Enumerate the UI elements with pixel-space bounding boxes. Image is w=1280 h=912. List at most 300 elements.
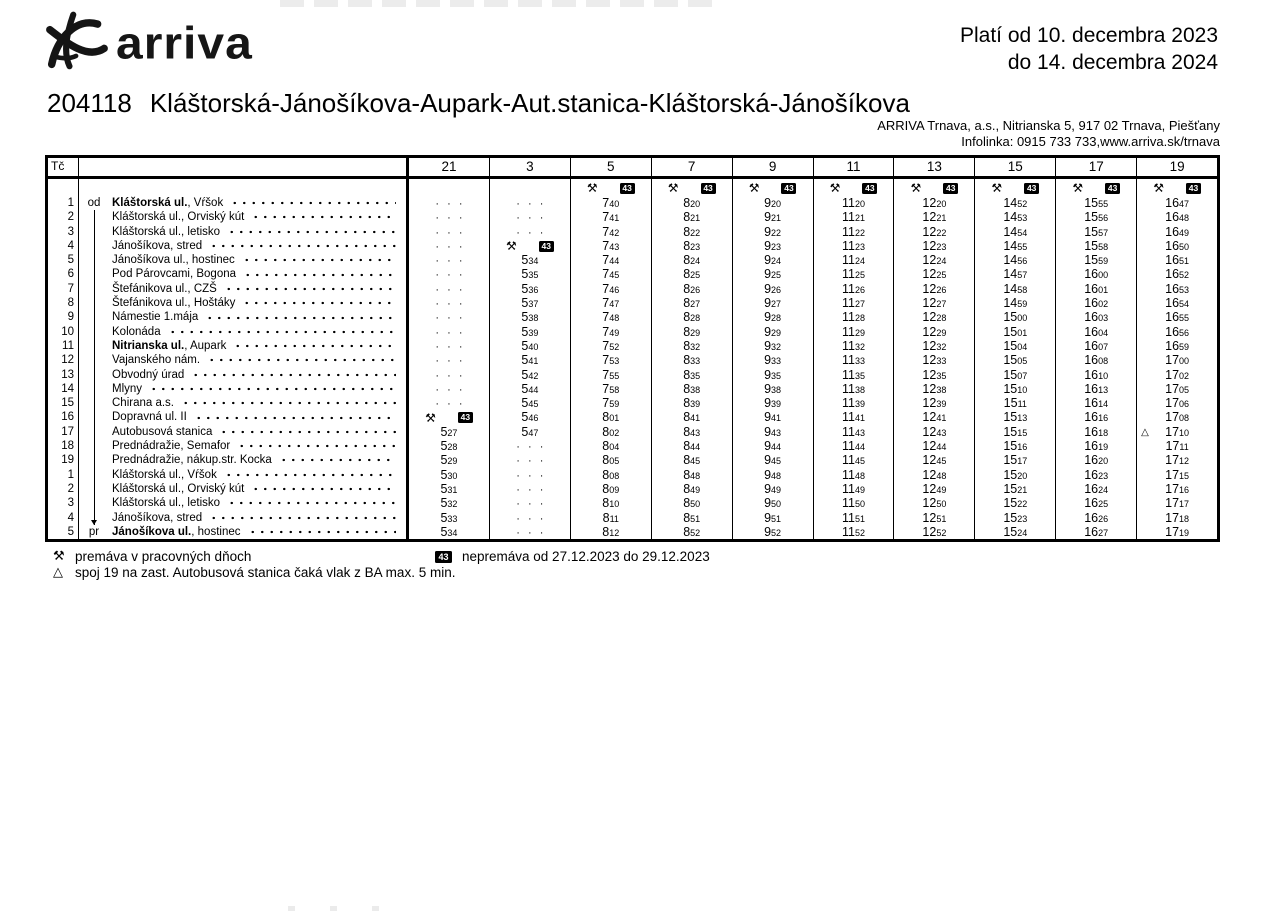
- mark-cell: [79, 239, 109, 253]
- time-cell: 1501: [975, 325, 1056, 339]
- note-43-badge: 43: [943, 183, 958, 194]
- stop-name: [109, 282, 409, 296]
- stop-name-text: Kláštorská ul., letisko: [112, 225, 221, 238]
- dot-leader: [209, 239, 396, 253]
- stop-sequence-number: 1: [48, 468, 79, 482]
- note-43-badge: 43: [701, 183, 716, 194]
- time-cell: [490, 525, 571, 539]
- time-cell: 1239: [894, 396, 975, 410]
- time-cell: 1122: [814, 225, 895, 239]
- time-cell: 935: [733, 368, 814, 382]
- mark-cell: [79, 325, 109, 339]
- time-cell: 1649: [1165, 224, 1190, 239]
- time-cell: 747: [571, 296, 652, 310]
- stop-name: [109, 439, 409, 453]
- no-service-dots: · · ·: [516, 441, 544, 454]
- time-cell: 1132: [814, 339, 895, 353]
- operator-address: [877, 118, 1220, 149]
- stop-name: [109, 425, 409, 439]
- mark-cell: [79, 296, 109, 310]
- mark-cell: [79, 425, 109, 439]
- stop-name: [109, 482, 409, 496]
- time-cell: 1127: [814, 296, 895, 310]
- time-cell: 528: [409, 439, 490, 453]
- route-continuation-line: [94, 325, 95, 339]
- time-cell: [409, 310, 490, 324]
- time-cell: 753: [571, 353, 652, 367]
- time-cell: 1702: [1165, 367, 1190, 382]
- time-cell: 1145: [814, 453, 895, 467]
- time-cell: 1133: [814, 353, 895, 367]
- time-cell: 1516: [975, 439, 1056, 453]
- time-cell: 1610: [1056, 368, 1137, 382]
- table-row: [48, 368, 1217, 382]
- time-cell: 943: [733, 425, 814, 439]
- time-cell: 1715: [1165, 467, 1190, 482]
- time-cell: 1250: [894, 496, 975, 510]
- mark-cell: [79, 179, 109, 196]
- time-cell: 1510: [975, 382, 1056, 396]
- stop-sequence-number: 7: [48, 282, 79, 296]
- stop-sequence-number: 5: [48, 525, 79, 539]
- time-cell: [409, 410, 490, 424]
- time-cell: 843: [652, 425, 733, 439]
- time-cell: 1504: [975, 339, 1056, 353]
- stop-sequence-number: 14: [48, 382, 79, 396]
- time-cell: 544: [490, 382, 571, 396]
- no-service-dots: · · ·: [435, 240, 463, 253]
- symbol-cell: [733, 179, 814, 196]
- dot-leader: [224, 282, 396, 296]
- time-cell: 1711: [1165, 439, 1189, 454]
- dot-leader: [194, 410, 396, 424]
- time-cell: 851: [652, 511, 733, 525]
- time-cell: 844: [652, 439, 733, 453]
- symbol-cell: [652, 179, 733, 196]
- stop-sequence-number: 13: [48, 368, 79, 382]
- time-cell: 532: [409, 496, 490, 510]
- route-continuation-line: [94, 425, 95, 439]
- time-cell: 1556: [1056, 210, 1137, 224]
- time-cell: 1620: [1056, 453, 1137, 467]
- route-continuation-line: [94, 496, 95, 510]
- line-number: 204118: [47, 88, 132, 118]
- stop-sequence-number: 16: [48, 410, 79, 424]
- time-cell: 824: [652, 253, 733, 267]
- footnotes: [53, 549, 1183, 581]
- working-days-icon: ⚒: [667, 181, 679, 195]
- time-cell: [409, 296, 490, 310]
- route-title: [47, 88, 910, 119]
- time-cell: 541: [490, 353, 571, 367]
- time-cell: 531: [409, 482, 490, 496]
- time-cell: 822: [652, 225, 733, 239]
- dot-leader: [191, 368, 396, 382]
- time-cell: [409, 325, 490, 339]
- time-cell: 1126: [814, 282, 895, 296]
- mark-cell: [79, 482, 109, 496]
- dot-leader: [181, 396, 396, 410]
- stop-name-text: Štefánikova ul., Hoštáky: [112, 297, 236, 310]
- time-cell: 537: [490, 296, 571, 310]
- no-service-dots: · · ·: [435, 283, 463, 296]
- time-cell: 920: [733, 196, 814, 210]
- time-cell: 1139: [814, 396, 895, 410]
- stop-name: [109, 353, 409, 367]
- time-cell: [490, 468, 571, 482]
- stop-sequence-number: 2: [48, 482, 79, 496]
- note-43-badge: 43: [539, 241, 554, 252]
- time-cell: 742: [571, 225, 652, 239]
- time-cell: [409, 253, 490, 267]
- time-cell: 1624: [1056, 482, 1137, 496]
- stop-name: [109, 210, 409, 224]
- route-continuation-line: [94, 225, 95, 239]
- time-cell: 1557: [1056, 225, 1137, 239]
- connection-column-header: 7: [652, 158, 733, 176]
- time-cell: 1521: [975, 482, 1056, 496]
- table-row: [48, 410, 1217, 424]
- symbols-row: [48, 179, 1217, 196]
- time-cell: 1520: [975, 468, 1056, 482]
- time-cell: [490, 210, 571, 224]
- time-cell: [490, 511, 571, 525]
- time-cell: 1251: [894, 511, 975, 525]
- stop-name: [109, 496, 409, 510]
- time-cell: 933: [733, 353, 814, 367]
- route-continuation-line: [94, 310, 95, 324]
- symbol-cell: [1056, 179, 1137, 196]
- arriva-logo: [44, 10, 253, 70]
- table-row: [48, 468, 1217, 482]
- table-row: [48, 439, 1217, 453]
- time-cell: 744: [571, 253, 652, 267]
- mark-cell: [79, 511, 109, 525]
- time-cell: 547: [490, 425, 571, 439]
- table-row: [48, 225, 1217, 239]
- no-service-dots: · · ·: [516, 212, 544, 225]
- no-service-dots: · · ·: [516, 455, 544, 468]
- footnote-43: nepremáva od 27.12.2023 do 29.12.2023: [462, 549, 710, 564]
- stop-name-text: Námestie 1.mája: [112, 311, 199, 324]
- trip-signs: [652, 180, 732, 197]
- time-cell: 530: [409, 468, 490, 482]
- trip-signs: [733, 180, 813, 197]
- symbol-cell: [409, 179, 490, 196]
- dot-leader: [224, 468, 396, 482]
- time-cell: 1224: [894, 253, 975, 267]
- time-cell: 1652: [1165, 267, 1190, 282]
- no-service-dots: · · ·: [435, 383, 463, 396]
- stop-name-text: Jánošíkova, stred: [112, 239, 203, 252]
- connection-column-header: 13: [894, 158, 975, 176]
- time-cell: 923: [733, 239, 814, 253]
- no-service-dots: · · ·: [516, 483, 544, 496]
- time-cell: 928: [733, 310, 814, 324]
- symbol-cell: [571, 179, 652, 196]
- mark-cell: [79, 339, 109, 353]
- route-continuation-line: [94, 482, 95, 496]
- time-cell: 1228: [894, 310, 975, 324]
- time-cell: 1654: [1165, 296, 1190, 311]
- stop-name-text: Obvodný úrad: [112, 368, 185, 381]
- no-service-dots: · · ·: [435, 269, 463, 282]
- dot-leader: [242, 296, 396, 310]
- time-cell: 810: [571, 496, 652, 510]
- dot-leader: [243, 267, 396, 281]
- table-row: [48, 325, 1217, 339]
- route-continuation-line: [94, 296, 95, 310]
- footnote-row-2: [53, 565, 1183, 581]
- route-continuation-line: [94, 453, 95, 467]
- time-cell: 746: [571, 282, 652, 296]
- time-cell: 921: [733, 210, 814, 224]
- time-cell: 1221: [894, 210, 975, 224]
- page-top-scan-artifact: [280, 0, 712, 7]
- stop-name-text: Jánošíkova, stred: [112, 511, 203, 524]
- page-bottom-scan-artifact: [288, 906, 388, 911]
- no-service-dots: · · ·: [435, 255, 463, 268]
- time-cell: 1513: [975, 410, 1056, 424]
- dot-leader: [230, 196, 396, 210]
- note-43-badge: 43: [1186, 183, 1201, 194]
- time-cell: 1505: [975, 353, 1056, 367]
- footnote-row-1: [53, 549, 1183, 565]
- no-service-dots: · · ·: [435, 369, 463, 382]
- time-cell: 758: [571, 382, 652, 396]
- dot-leader: [227, 496, 396, 510]
- time-cell: 1245: [894, 453, 975, 467]
- train-wait-icon: △: [53, 565, 63, 580]
- dot-leader: [251, 482, 396, 496]
- time-cell: 1129: [814, 325, 895, 339]
- connection-column-header: 21: [409, 158, 490, 176]
- table-row: [48, 482, 1217, 496]
- time-cell: 1716: [1165, 481, 1190, 496]
- note-43-badge: 43: [435, 551, 452, 563]
- time-cell: 1124: [814, 253, 895, 267]
- time-cell: 1648: [1165, 210, 1190, 225]
- time-cell: 535: [490, 267, 571, 281]
- stop-sequence-number: 4: [48, 511, 79, 525]
- time-cell: 1601: [1056, 282, 1137, 296]
- time-cell: 1555: [1056, 196, 1137, 210]
- time-cell: 845: [652, 453, 733, 467]
- route-continuation-line: [94, 267, 95, 281]
- symbol-cell: [975, 179, 1056, 196]
- time-cell: 1141: [814, 410, 895, 424]
- stop-name-text: , Aupark: [184, 339, 227, 352]
- stop-sequence-number: 5: [48, 253, 79, 267]
- table-row: [48, 496, 1217, 510]
- stop-name: [109, 339, 409, 353]
- time-cell: 832: [652, 339, 733, 353]
- time-cell: 538: [490, 310, 571, 324]
- time-cell: 1227: [894, 296, 975, 310]
- stop-name: [109, 310, 409, 324]
- time-cell: 1248: [894, 468, 975, 482]
- route-continuation-line: [94, 439, 95, 453]
- time-cell: 1135: [814, 368, 895, 382]
- dot-leader: [251, 210, 396, 224]
- time-cell: 545: [490, 396, 571, 410]
- note-43-badge: 43: [1024, 183, 1039, 194]
- connection-column-header: 15: [975, 158, 1056, 176]
- stop-name: [109, 325, 409, 339]
- stop-sequence-number: 9: [48, 310, 79, 324]
- time-cell: 849: [652, 482, 733, 496]
- header-empty-cell: [79, 158, 409, 176]
- time-cell: 825: [652, 267, 733, 281]
- time-cell: 1454: [975, 225, 1056, 239]
- dot-leader: [233, 339, 396, 353]
- time-cell: 740: [571, 196, 652, 210]
- time-cell: 748: [571, 310, 652, 324]
- time-cell: 1619: [1056, 439, 1137, 453]
- time-cell: 1656: [1165, 324, 1190, 339]
- trip-signs: [571, 180, 651, 197]
- time-cell: 1123: [814, 239, 895, 253]
- mark-cell: [79, 210, 109, 224]
- time-cell: 1604: [1056, 325, 1137, 339]
- mark-cell: [79, 368, 109, 382]
- stop-name: [109, 396, 409, 410]
- time-cell: 752: [571, 339, 652, 353]
- mark-cell: [79, 396, 109, 410]
- time-cell: 1143: [814, 425, 895, 439]
- time-cell: 829: [652, 325, 733, 339]
- table-row: [48, 511, 1217, 525]
- stop-name-cell: [109, 179, 409, 196]
- time-cell: 801: [571, 410, 652, 424]
- working-days-icon: ⚒: [505, 239, 517, 254]
- time-cell: 827: [652, 296, 733, 310]
- connection-column-header: 11: [814, 158, 895, 176]
- time-cell: 1647: [1165, 196, 1190, 210]
- stop-name-text: Vajanského nám.: [112, 354, 201, 367]
- symbol-cell: [814, 179, 895, 196]
- no-service-dots: · · ·: [516, 498, 544, 511]
- no-service-dots: · · ·: [516, 469, 544, 482]
- time-cell: 1225: [894, 267, 975, 281]
- time-cell: 1120: [814, 196, 895, 210]
- time-cell: 1456: [975, 253, 1056, 267]
- stop-name: [109, 410, 409, 424]
- time-cell: 1233: [894, 353, 975, 367]
- stop-name: [109, 196, 409, 210]
- time-cell: [409, 196, 490, 210]
- time-cell: 850: [652, 496, 733, 510]
- time-cell: 1457: [975, 267, 1056, 281]
- time-cell: 1515: [975, 425, 1056, 439]
- time-cell: 1517: [975, 453, 1056, 467]
- no-service-dots: · · ·: [516, 226, 544, 239]
- trip-signs: [814, 180, 894, 197]
- time-cell: [490, 239, 571, 253]
- time-cell: 745: [571, 267, 652, 281]
- note-43-badge: 43: [781, 183, 796, 194]
- time-cell: 952: [733, 525, 814, 539]
- dot-leader: [168, 325, 396, 339]
- stop-name-bold: Nitrianska ul.: [112, 339, 185, 352]
- time-cell: 1627: [1056, 525, 1137, 539]
- note-43-badge: 43: [862, 183, 877, 194]
- time-cell: 1138: [814, 382, 895, 396]
- time-cell: 1455: [975, 239, 1056, 253]
- mark-cell: [79, 525, 109, 539]
- stop-name-text: Kláštorská ul., Vŕšok: [112, 468, 217, 481]
- stop-name-text: , hostinec: [191, 525, 241, 538]
- time-cell: 1238: [894, 382, 975, 396]
- time-cell: 1128: [814, 310, 895, 324]
- no-service-dots: · · ·: [516, 512, 544, 525]
- time-cell: 805: [571, 453, 652, 467]
- tc-corner-label: Tč: [48, 158, 79, 176]
- operator-address-line: ARRIVA Trnava, a.s., Nitrianska 5, 917 02 Trnava, Piešťany: [877, 118, 1220, 133]
- time-cell: 1150: [814, 496, 895, 510]
- time-cell: 542: [490, 368, 571, 382]
- dot-leader: [242, 253, 396, 267]
- mark-cell: [79, 453, 109, 467]
- stop-sequence-number: 3: [48, 496, 79, 510]
- stop-name: [109, 468, 409, 482]
- table-row: [48, 339, 1217, 353]
- mark-cell: [79, 496, 109, 510]
- time-cell: [409, 225, 490, 239]
- time-cell: 1613: [1056, 382, 1137, 396]
- table-row: [48, 210, 1217, 224]
- time-cell: 1651: [1165, 253, 1190, 268]
- time-cell: 1511: [975, 396, 1056, 410]
- time-cell: 1608: [1056, 353, 1137, 367]
- dot-leader: [149, 382, 396, 396]
- time-cell: 534: [490, 253, 571, 267]
- dot-leader: [219, 425, 396, 439]
- time-cell: 741: [571, 210, 652, 224]
- time-cell: △ 1710: [1141, 424, 1190, 439]
- time-cell: 852: [652, 525, 733, 539]
- time-cell: 1717: [1165, 496, 1190, 511]
- symbol-cell: [490, 179, 571, 196]
- validity-dates: [960, 22, 1218, 76]
- stop-name: [109, 296, 409, 310]
- time-cell: 950: [733, 496, 814, 510]
- stop-name: [109, 453, 409, 467]
- mark-cell: [79, 225, 109, 239]
- time-cell: 1252: [894, 525, 975, 539]
- time-cell: [409, 239, 490, 253]
- stop-name-bold: Kláštorská ul.: [112, 197, 188, 209]
- no-service-dots: · · ·: [435, 355, 463, 368]
- time-cell: 1232: [894, 339, 975, 353]
- trip-signs: [490, 239, 570, 253]
- time-cell: 838: [652, 382, 733, 396]
- mark-cell: [79, 196, 109, 210]
- working-days-icon: ⚒: [586, 181, 598, 195]
- time-cell: 1625: [1056, 496, 1137, 510]
- stop-sequence-number: 6: [48, 267, 79, 281]
- connection-column-header: 17: [1056, 158, 1137, 176]
- time-cell: [490, 496, 571, 510]
- stop-name-text: Štefánikova ul., CZŠ: [112, 282, 217, 295]
- time-cell: 821: [652, 210, 733, 224]
- mark-cell: [79, 468, 109, 482]
- time-cell: [490, 482, 571, 496]
- connection-column-header: 5: [571, 158, 652, 176]
- time-cell: 1244: [894, 439, 975, 453]
- time-cell: 546: [490, 410, 571, 424]
- dot-leader: [279, 453, 396, 467]
